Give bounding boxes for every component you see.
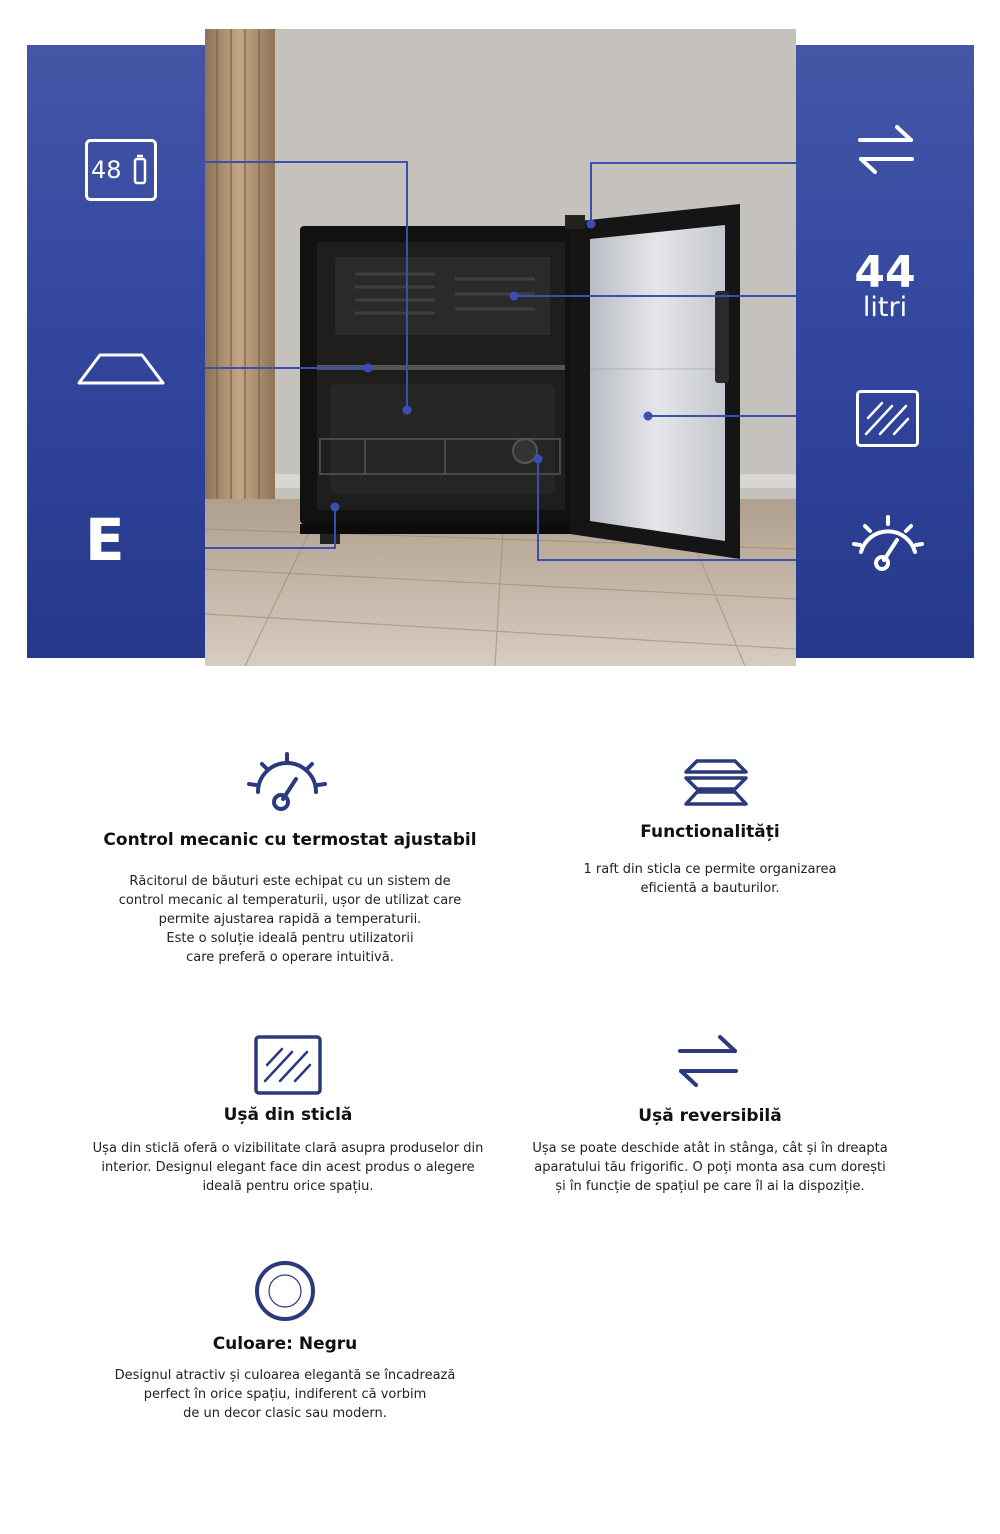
- thermostat-panel-icon: [851, 514, 925, 572]
- bottle-capacity-badge: [85, 139, 157, 201]
- capacity-value: 44: [854, 247, 916, 298]
- thermostat-gauge-icon: [246, 752, 328, 812]
- feature-reversible-door-text: Ușa se poate deschide atât in stânga, cât și în dreapta aparatului tău frigorific. O poți monta asa cum dorești și în funcție de spațiul pe care îl ai la dispoziție.: [532, 1141, 888, 1194]
- feature-color: [95, 1334, 475, 1423]
- color-circle-icon: [254, 1260, 316, 1322]
- feature-thermostat-title: Control mecanic cu termostat ajustabil: [103, 830, 477, 850]
- feature-color-text: Designul atractiv și culoarea elegantă se încadrează perfect în orice spațiu, indiferent că vorbim de un decor clasic sau modern.: [114, 1368, 456, 1421]
- feature-reversible-door: [520, 1106, 900, 1196]
- glass-door-icon: [254, 1035, 322, 1095]
- reversible-door-icon: [677, 1034, 739, 1088]
- energy-class-label: E: [85, 506, 125, 574]
- feature-glass-door-title: Ușă din sticlă: [223, 1105, 353, 1125]
- capacity-unit: litri: [862, 292, 908, 323]
- glass-door-panel-icon: [856, 390, 920, 448]
- feature-reversible-door-title: Ușă reversibilă: [638, 1106, 782, 1126]
- hero-section: [0, 0, 1000, 680]
- feature-glass-door: [88, 1105, 488, 1196]
- shelf-tray-icon: [76, 352, 166, 386]
- feature-functionality: [530, 822, 890, 898]
- feature-functionality-text: 1 raft din sticla ce permite organizarea eficientă a bauturilor.: [583, 862, 837, 896]
- feature-color-title: Culoare: Negru: [212, 1334, 358, 1354]
- bottle-capacity-value: 48: [91, 156, 122, 184]
- reversible-door-panel-icon: [857, 124, 915, 176]
- feature-functionality-title: Functionalități: [640, 822, 780, 842]
- feature-thermostat: [90, 830, 490, 967]
- feature-glass-door-text: Ușa din sticlă oferă o vizibilitate clară asupra produselor din interior. Designul elegant face din acest produs o alegere ideală pentru orice spațiu.: [92, 1141, 484, 1194]
- feature-thermostat-text: Răcitorul de băuturi este echipat cu un sistem de control mecanic al temperaturii, ușor de utilizat care permite ajustarea rapidă a temperaturii. Este o soluție ideală pentru utilizatorii care preferă o operare intuitivă.: [118, 874, 462, 965]
- shelves-icon: [683, 758, 749, 808]
- callout-lines: [0, 0, 1000, 680]
